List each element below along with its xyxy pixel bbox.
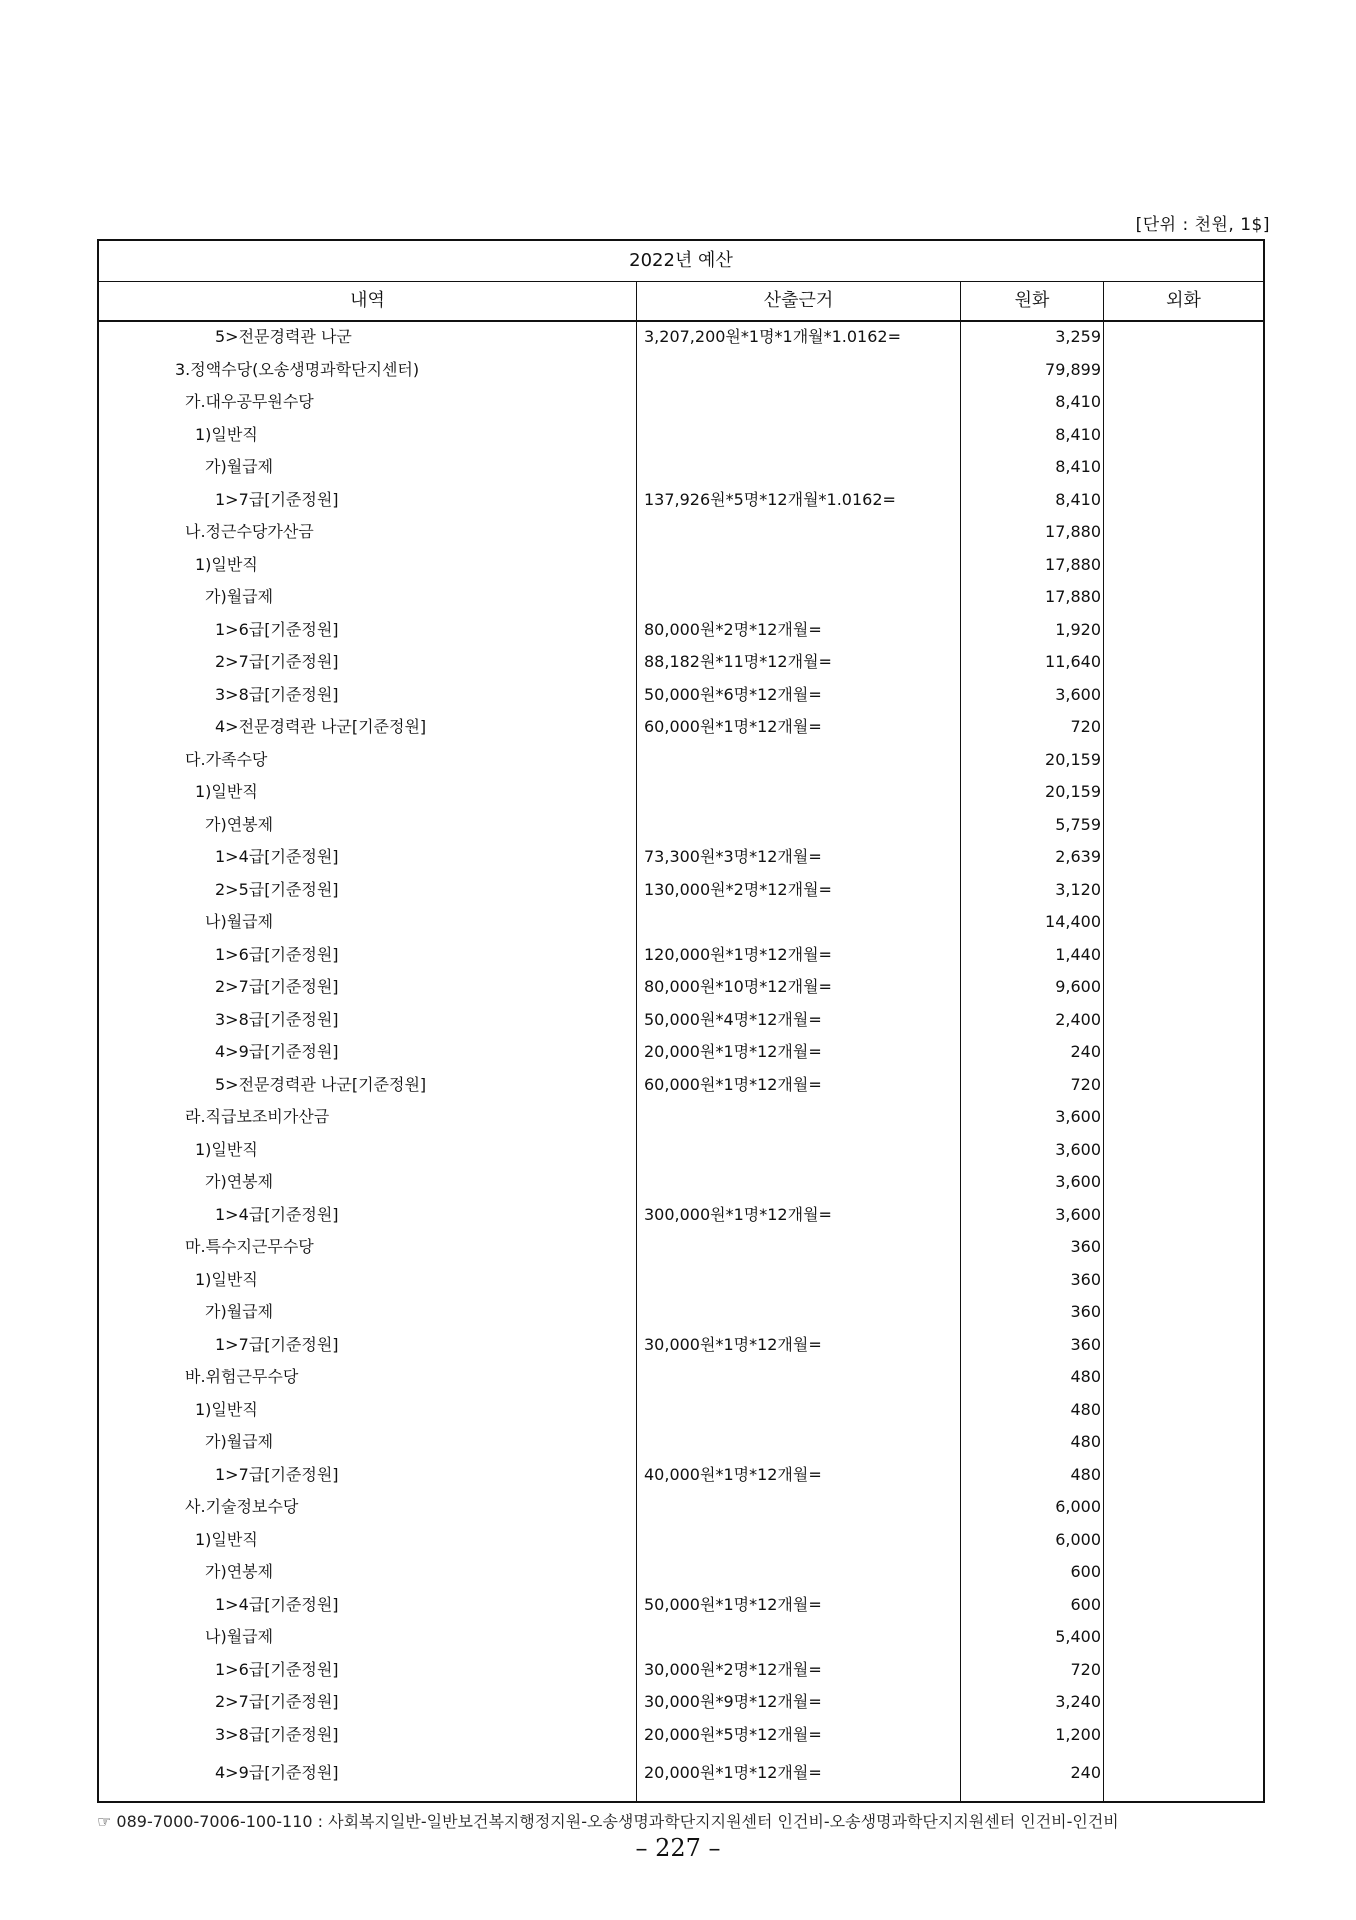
row-fx (1104, 679, 1263, 712)
row-fx (1104, 581, 1263, 614)
row-krw: 5,400 (1055, 1627, 1101, 1646)
row-krw: 360 (1070, 1237, 1101, 1256)
account-code-note: ☞ 089-7000-7006-100-110 : 사회복지일반-일반보건복지행정지원-오송생명과학단지지원센터 인건비-오송생명과학단지지원센터 인건비-인건비 (97, 1812, 1119, 1831)
table-row (99, 841, 1263, 874)
row-krw: 11,640 (1045, 652, 1101, 671)
row-basis: 60,000원*1명*12개월= (644, 717, 822, 736)
row-fx (1104, 1166, 1263, 1199)
table-row (99, 1101, 1263, 1134)
row-item: 사.기술정보수당 (185, 1497, 299, 1516)
row-krw: 20,159 (1045, 749, 1101, 769)
row-krw: 1,200 (1055, 1724, 1101, 1744)
row-basis (637, 1361, 961, 1394)
row-item: 나)월급제 (205, 1627, 274, 1646)
row-basis: 20,000원*5명*12개월= (644, 1724, 822, 1744)
row-fx (1104, 1757, 1263, 1790)
row-basis: 73,300원*3명*12개월= (644, 847, 822, 866)
row-basis: 88,182원*11명*12개월= (644, 652, 832, 671)
row-basis: 80,000원*2명*12개월= (644, 619, 822, 639)
table-row (99, 1199, 1263, 1232)
row-basis: 30,000원*2명*12개월= (644, 1659, 822, 1679)
row-fx (1104, 1101, 1263, 1134)
row-fx (1104, 451, 1263, 484)
row-basis (637, 1621, 961, 1654)
row-fx (1104, 939, 1263, 972)
row-basis: 50,000원*6명*12개월= (644, 684, 822, 704)
table-row (99, 1361, 1263, 1394)
row-fx (1104, 1199, 1263, 1232)
table-row (99, 711, 1263, 744)
row-item: 1>6급[기준정원] (215, 944, 339, 964)
row-fx (1104, 1556, 1263, 1589)
row-basis (637, 516, 961, 549)
row-fx (1104, 809, 1263, 842)
row-krw: 720 (1070, 717, 1101, 736)
row-basis (637, 1101, 961, 1134)
row-basis: 300,000원*1명*12개월= (644, 1204, 832, 1224)
row-krw: 3,120 (1055, 879, 1101, 899)
row-fx (1104, 419, 1263, 452)
row-basis: 80,000원*10명*12개월= (644, 977, 832, 996)
table-row (99, 1459, 1263, 1492)
table-row (99, 646, 1263, 679)
row-basis: 60,000원*1명*12개월= (644, 1074, 822, 1094)
header-item: 내역 (99, 282, 637, 320)
row-basis: 130,000원*2명*12개월= (644, 879, 832, 899)
row-basis: 50,000원*4명*12개월= (644, 1009, 822, 1029)
row-fx (1104, 484, 1263, 517)
row-item: 바.위험근무수당 (185, 1367, 299, 1386)
row-fx (1104, 1231, 1263, 1264)
row-basis (637, 1426, 961, 1459)
row-krw: 720 (1070, 1659, 1101, 1679)
row-fx (1104, 971, 1263, 1004)
row-item: 1>4급[기준정원] (215, 847, 339, 866)
row-fx (1104, 1329, 1263, 1362)
row-item: 2>7급[기준정원] (215, 1692, 339, 1711)
row-item: 가)월급제 (205, 587, 274, 606)
row-item: 2>7급[기준정원] (215, 652, 339, 671)
row-item: 3>8급[기준정원] (215, 684, 339, 704)
row-item: 1)일반직 (195, 554, 258, 574)
row-item: 4>9급[기준정원] (215, 1763, 339, 1782)
row-item: 1)일반직 (195, 1269, 258, 1289)
row-basis (637, 1491, 961, 1524)
row-fx (1104, 1719, 1263, 1752)
row-basis: 137,926원*5명*12개월*1.0162= (644, 489, 896, 509)
row-krw: 480 (1070, 1464, 1101, 1484)
row-basis (637, 1394, 961, 1427)
table-row (99, 484, 1263, 517)
row-krw: 3,259 (1055, 327, 1101, 346)
row-basis (637, 809, 961, 842)
row-basis: 20,000원*1명*12개월= (644, 1763, 822, 1782)
row-fx (1104, 516, 1263, 549)
row-krw: 480 (1070, 1367, 1101, 1386)
row-krw: 360 (1070, 1302, 1101, 1321)
table-row (99, 1231, 1263, 1264)
row-fx (1104, 841, 1263, 874)
row-krw: 20,159 (1045, 782, 1101, 801)
row-krw: 3,600 (1055, 1107, 1101, 1126)
row-fx (1104, 614, 1263, 647)
row-item: 가)월급제 (205, 1432, 274, 1451)
table-row (99, 1621, 1263, 1654)
row-basis: 40,000원*1명*12개월= (644, 1464, 822, 1484)
row-item: 3>8급[기준정원] (215, 1724, 339, 1744)
row-fx (1104, 1394, 1263, 1427)
row-fx (1104, 354, 1263, 387)
table-row (99, 776, 1263, 809)
row-item: 3>8급[기준정원] (215, 1009, 339, 1029)
row-fx (1104, 549, 1263, 582)
table-row (99, 1134, 1263, 1167)
row-fx (1104, 1524, 1263, 1557)
table-row (99, 939, 1263, 972)
row-item: 마.특수지근무수당 (185, 1237, 314, 1256)
row-krw: 3,600 (1055, 684, 1101, 704)
row-item: 1>6급[기준정원] (215, 1659, 339, 1679)
row-basis (637, 906, 961, 939)
table-row (99, 1654, 1263, 1687)
row-krw: 3,240 (1055, 1692, 1101, 1711)
table-rows (99, 321, 1263, 1790)
unit-note: [단위 : 천원, 1$] (1135, 215, 1270, 235)
row-krw: 3,600 (1055, 1139, 1101, 1159)
row-fx (1104, 1491, 1263, 1524)
row-krw: 600 (1070, 1594, 1101, 1614)
row-basis: 120,000원*1명*12개월= (644, 944, 832, 964)
table-row (99, 1329, 1263, 1362)
page-number: – 227 – (635, 1834, 721, 1862)
row-krw: 3,600 (1055, 1172, 1101, 1191)
row-krw: 9,600 (1055, 977, 1101, 996)
table-body (99, 321, 1263, 1801)
table-row (99, 614, 1263, 647)
row-fx (1104, 1361, 1263, 1394)
row-basis: 30,000원*9명*12개월= (644, 1692, 822, 1711)
table-row (99, 1589, 1263, 1622)
table-row (99, 419, 1263, 452)
row-basis (637, 1231, 961, 1264)
row-item: 5>전문경력관 나군[기준정원] (215, 1074, 427, 1094)
row-fx (1104, 1004, 1263, 1037)
row-krw: 240 (1070, 1763, 1101, 1782)
row-item: 1>4급[기준정원] (215, 1204, 339, 1224)
table-row (99, 451, 1263, 484)
row-krw: 360 (1070, 1269, 1101, 1289)
table-row (99, 1296, 1263, 1329)
row-fx (1104, 1686, 1263, 1719)
table-row (99, 1264, 1263, 1297)
row-fx (1104, 744, 1263, 777)
row-krw: 17,880 (1045, 522, 1101, 541)
row-basis: 20,000원*1명*12개월= (644, 1042, 822, 1061)
row-basis (637, 776, 961, 809)
row-krw: 6,000 (1055, 1529, 1101, 1549)
row-fx (1104, 321, 1263, 354)
row-krw: 14,400 (1045, 912, 1101, 931)
row-krw: 17,880 (1045, 554, 1101, 574)
table-row (99, 906, 1263, 939)
row-item: 4>전문경력관 나군[기준정원] (215, 717, 427, 736)
table-row (99, 1719, 1263, 1752)
header-basis: 산출근거 (637, 282, 961, 320)
row-fx (1104, 646, 1263, 679)
table-row (99, 679, 1263, 712)
header-fx: 외화 (1166, 290, 1201, 311)
row-basis (637, 1296, 961, 1329)
table-title: 2022년 예산 (99, 241, 1263, 282)
row-item: 1>4급[기준정원] (215, 1594, 339, 1614)
table-row (99, 1004, 1263, 1037)
row-krw: 8,410 (1055, 424, 1101, 444)
row-item: 4>9급[기준정원] (215, 1042, 339, 1061)
table-row (99, 1426, 1263, 1459)
row-fx (1104, 386, 1263, 419)
row-fx (1104, 874, 1263, 907)
row-krw: 8,410 (1055, 489, 1101, 509)
row-item: 가)연봉제 (205, 814, 274, 834)
row-krw: 720 (1070, 1074, 1101, 1094)
row-basis (637, 581, 961, 614)
row-krw: 8,410 (1055, 392, 1101, 411)
row-basis (637, 354, 961, 387)
row-fx (1104, 1654, 1263, 1687)
table-row (99, 1524, 1263, 1557)
table-row (99, 874, 1263, 907)
table-row (99, 1069, 1263, 1102)
row-basis (637, 386, 961, 419)
row-item: 가)연봉제 (205, 1562, 274, 1581)
row-item: 가)월급제 (205, 1302, 274, 1321)
table-row (99, 1757, 1263, 1790)
row-fx (1104, 711, 1263, 744)
row-item: 가.대우공무원수당 (185, 392, 314, 411)
row-krw: 8,410 (1055, 457, 1101, 476)
row-item: 라.직급보조비가산금 (185, 1107, 330, 1126)
header-krw: 원화 (961, 282, 1104, 320)
row-fx (1104, 906, 1263, 939)
row-basis (637, 549, 961, 582)
table-row (99, 1686, 1263, 1719)
row-basis (637, 451, 961, 484)
row-krw: 360 (1070, 1334, 1101, 1354)
row-krw: 2,400 (1055, 1009, 1101, 1029)
row-item: 1>7급[기준정원] (215, 1334, 339, 1354)
table-header-row (99, 282, 1263, 322)
row-item: 3.정액수당(오송생명과학단지센터) (175, 359, 420, 379)
row-item: 가)연봉제 (205, 1172, 274, 1191)
row-basis: 3,207,200원*1명*1개월*1.0162= (644, 327, 902, 346)
row-item: 1>7급[기준정원] (215, 489, 339, 509)
row-fx (1104, 1459, 1263, 1492)
row-fx (1104, 1621, 1263, 1654)
row-fx (1104, 1296, 1263, 1329)
table-row (99, 1394, 1263, 1427)
row-item: 1)일반직 (195, 424, 258, 444)
row-fx (1104, 1069, 1263, 1102)
row-basis: 50,000원*1명*12개월= (644, 1594, 822, 1614)
table-row (99, 516, 1263, 549)
row-basis (637, 744, 961, 777)
row-item: 1)일반직 (195, 1529, 258, 1549)
row-basis (637, 419, 961, 452)
table-row (99, 321, 1263, 354)
row-krw: 480 (1070, 1399, 1101, 1419)
table-row (99, 971, 1263, 1004)
table-row (99, 581, 1263, 614)
row-krw: 17,880 (1045, 587, 1101, 606)
row-krw: 3,600 (1055, 1204, 1101, 1224)
row-item: 2>7급[기준정원] (215, 977, 339, 996)
row-krw: 600 (1070, 1562, 1101, 1581)
table-row (99, 549, 1263, 582)
table-row (99, 1166, 1263, 1199)
row-krw: 79,899 (1045, 359, 1101, 379)
table-row (99, 1556, 1263, 1589)
row-item: 5>전문경력관 나군 (215, 327, 352, 346)
row-item: 가)월급제 (205, 457, 274, 476)
row-item: 2>5급[기준정원] (215, 879, 339, 899)
table-row (99, 1036, 1263, 1069)
row-krw: 480 (1070, 1432, 1101, 1451)
row-fx (1104, 1426, 1263, 1459)
row-fx (1104, 776, 1263, 809)
table-row (99, 354, 1263, 387)
row-item: 다.가족수당 (185, 749, 268, 769)
row-item: 1)일반직 (195, 1399, 258, 1419)
row-basis (637, 1264, 961, 1297)
row-krw: 1,920 (1055, 619, 1101, 639)
table-row (99, 386, 1263, 419)
row-basis (637, 1166, 961, 1199)
table-row (99, 1491, 1263, 1524)
table-row (99, 744, 1263, 777)
row-item: 1>6급[기준정원] (215, 619, 339, 639)
row-item: 1)일반직 (195, 782, 258, 801)
row-krw: 6,000 (1055, 1497, 1101, 1516)
row-basis (637, 1524, 961, 1557)
row-item: 1)일반직 (195, 1139, 258, 1159)
row-krw: 5,759 (1055, 814, 1101, 834)
table-row (99, 809, 1263, 842)
row-basis (637, 1134, 961, 1167)
row-fx (1104, 1589, 1263, 1622)
row-item: 1>7급[기준정원] (215, 1464, 339, 1484)
row-krw: 240 (1070, 1042, 1101, 1061)
row-basis: 30,000원*1명*12개월= (644, 1334, 822, 1354)
row-fx (1104, 1134, 1263, 1167)
row-krw: 2,639 (1055, 847, 1101, 866)
row-fx (1104, 1264, 1263, 1297)
row-krw: 1,440 (1055, 944, 1101, 964)
budget-table (97, 239, 1265, 1803)
row-item: 나)월급제 (205, 912, 274, 931)
row-item: 나.정근수당가산금 (185, 522, 314, 541)
row-fx (1104, 1036, 1263, 1069)
row-basis (637, 1556, 961, 1589)
